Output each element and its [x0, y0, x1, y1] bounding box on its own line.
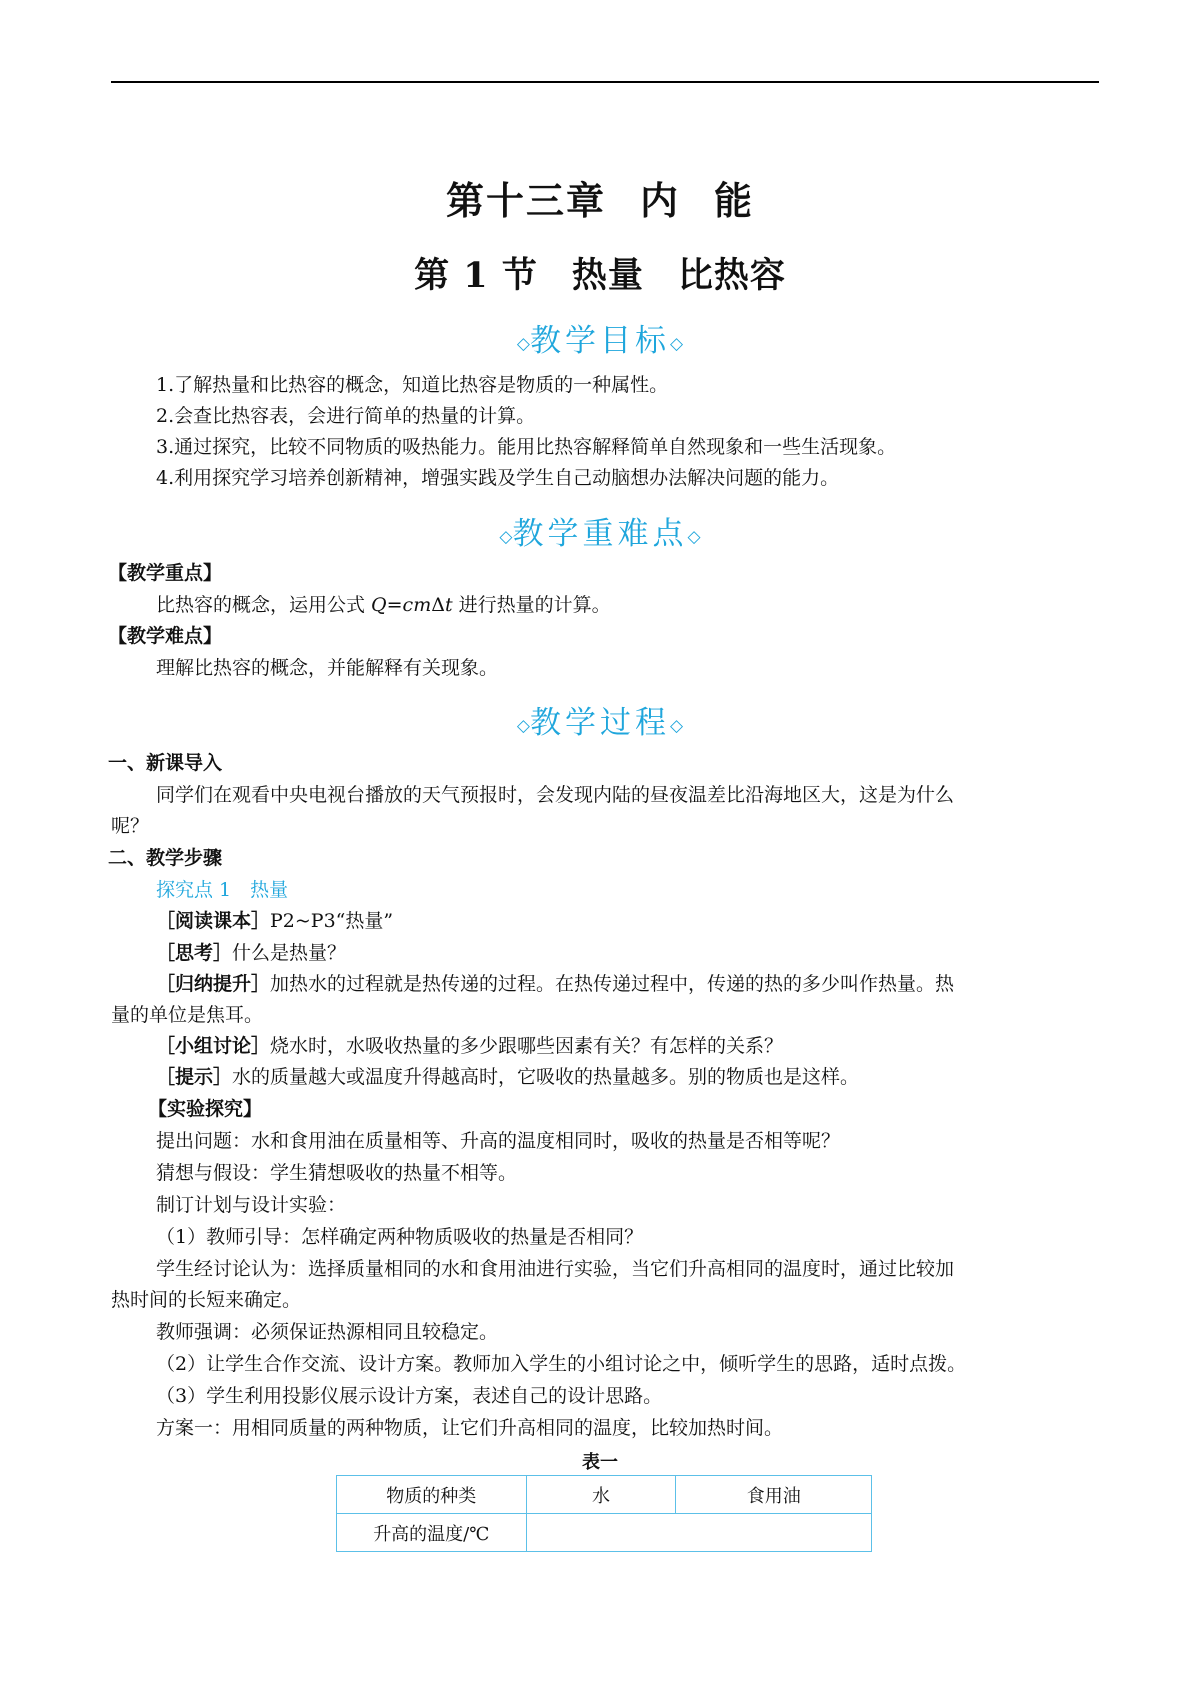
objective-item: 2.会查比热容表，会进行简单的热量的计算。	[156, 405, 536, 427]
key-text	[156, 590, 611, 620]
header-rule	[111, 81, 1099, 83]
objective-item: 1.了解热量和比热容的概念，知道比热容是物质的一种属性。	[156, 374, 669, 396]
table-cell: 水	[526, 1476, 676, 1514]
key-points-heading-text: 教学重难点	[512, 516, 688, 552]
key-text-after: 进行热量的计算。	[452, 594, 611, 616]
experiment-line: 提出问题：水和食用油在质量相等、升高的温度相同时，吸收的热量是否相等呢？	[156, 1130, 841, 1152]
section-number: 第 1 节	[414, 255, 538, 296]
hint-line	[156, 1062, 859, 1092]
summary-line	[156, 969, 954, 999]
experiment-line: 教师强调：必须保证热源相同且较稳定。	[156, 1321, 499, 1343]
key-points-heading	[0, 508, 1200, 553]
chapter-word-2: 能	[714, 178, 755, 223]
formula-q: Q	[371, 594, 387, 616]
experiment-line: （3）学生利用投影仪展示设计方案，表述自己的设计思路。	[156, 1385, 663, 1407]
diamond-icon: ◇	[516, 334, 530, 354]
table-caption: 表一	[582, 1452, 618, 1473]
group-text: 烧水时，水吸收热量的多少跟哪些因素有关？有怎样的关系？	[270, 1035, 784, 1057]
diamond-icon: ◇	[687, 527, 701, 547]
diamond-icon: ◇	[499, 527, 513, 547]
probe-title: 探究点 1 热量	[156, 879, 289, 901]
formula-delta: Δ	[431, 594, 445, 616]
read-line	[156, 906, 393, 936]
table-row	[337, 1514, 872, 1552]
diamond-icon: ◇	[670, 716, 684, 736]
group-label: ［小组讨论］	[156, 1035, 271, 1057]
experiment-line: 猜想与假设：学生猜想吸收的热量不相等。	[156, 1162, 518, 1184]
table-cell: 升高的温度/℃	[337, 1514, 527, 1552]
experiment-line: 热时间的长短来确定。	[111, 1289, 302, 1311]
experiment-line: （2）让学生合作交流、设计方案。教师加入学生的小组讨论之中，倾听学生的思路，适时点拨。	[156, 1353, 967, 1375]
hint-label: ［提示］	[156, 1066, 233, 1088]
part1-line: 同学们在观看中央电视台播放的天气预报时，会发现内陆的昼夜温差比沿海地区大，这是为什么	[156, 784, 955, 806]
difficulty-label: 【教学难点】	[108, 625, 223, 647]
objectives-heading	[0, 315, 1200, 360]
experiment-line: 制订计划与设计实验：	[156, 1194, 347, 1216]
chapter-number: 第十三章	[445, 178, 606, 223]
diamond-icon: ◇	[516, 716, 530, 736]
table-row	[337, 1476, 872, 1514]
hint-text: 水的质量越大或温度升得越高时，它吸收的热量越多。别的物质也是这样。	[232, 1066, 860, 1088]
process-heading	[0, 697, 1200, 742]
experiment-line: 方案一：用相同质量的两种物质，让它们升高相同的温度，比较加热时间。	[156, 1417, 784, 1439]
key-text-before: 比热容的概念，运用公式	[156, 594, 372, 616]
read-text: P2~P3“热量”	[270, 910, 394, 932]
formula-t: t	[444, 594, 453, 616]
think-line	[156, 938, 346, 968]
summary-label: ［归纳提升］	[156, 973, 271, 995]
experiment-line: （1）教师引导：怎样确定两种物质吸收的热量是否相同？	[156, 1226, 644, 1248]
table-cell: 物质的种类	[337, 1476, 527, 1514]
data-table	[336, 1475, 872, 1552]
think-text: 什么是热量？	[232, 942, 347, 964]
section-title	[0, 248, 1200, 298]
part1-title: 一、新课导入	[108, 752, 223, 774]
key-label: 【教学重点】	[108, 562, 223, 584]
experiment-line: 学生经讨论认为：选择质量相同的水和食用油进行实验，当它们升高相同的温度时，通过比较加	[156, 1258, 955, 1280]
objective-item: 4.利用探究学习培养创新精神，增强实践及学生自己动脑想办法解决问题的能力。	[156, 467, 840, 489]
group-line	[156, 1031, 783, 1061]
summary-line: 量的单位是焦耳。	[111, 1004, 264, 1026]
formula-cm: cm	[402, 594, 432, 616]
formula-eq: =	[386, 594, 403, 616]
chapter-title	[0, 170, 1200, 225]
table-cell	[526, 1514, 871, 1552]
objective-item: 3.通过探究，比较不同物质的吸热能力。能用比热容解释简单自然现象和一些生活现象。	[156, 436, 897, 458]
part1-line: 呢？	[111, 815, 150, 837]
part2-title: 二、教学步骤	[108, 847, 223, 869]
objectives-heading-text: 教学目标	[530, 323, 670, 359]
read-label: ［阅读课本］	[156, 910, 271, 932]
difficulty-text: 理解比热容的概念，并能解释有关现象。	[156, 657, 499, 679]
diamond-icon: ◇	[670, 334, 684, 354]
section-word-2: 比热容	[677, 255, 786, 296]
section-word-1: 热量	[571, 255, 644, 296]
summary-text: 加热水的过程就是热传递的过程。在热传递过程中，传递的热的多少叫作热量。热	[270, 973, 955, 995]
think-label: ［思考］	[156, 942, 233, 964]
experiment-label: 【实验探究】	[148, 1098, 263, 1120]
process-heading-text: 教学过程	[530, 705, 670, 741]
table-cell: 食用油	[676, 1476, 872, 1514]
chapter-word-1: 内	[639, 178, 680, 223]
